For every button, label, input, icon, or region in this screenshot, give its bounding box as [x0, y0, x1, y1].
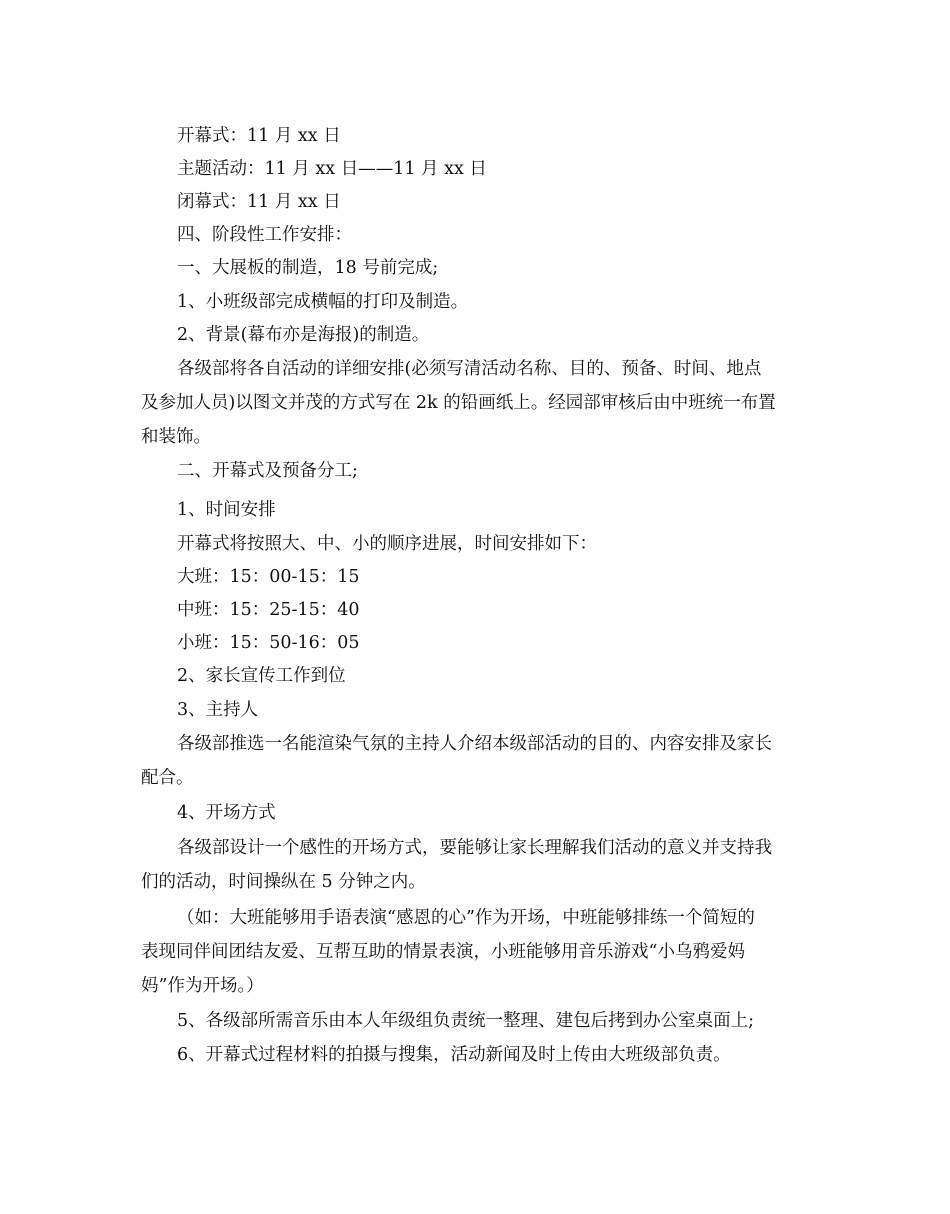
text-line: 开幕式：11 月 xx 日 [177, 126, 341, 146]
text-line: 2、背景(幕布亦是海报)的制造。 [177, 325, 430, 345]
text-line: 一、大展板的制造，18 号前完成; [177, 258, 439, 278]
text-line: 6、开幕式过程材料的拍摄与搜集，活动新闻及时上传由大班级部负责。 [177, 1045, 731, 1065]
paragraph-line: （如：大班能够用手语表演“感恩的心”作为开场，中班能够排练一个简短的 [177, 908, 755, 928]
text-line: 4、开场方式 [177, 803, 276, 823]
paragraph-line: 妈”作为开场。） [141, 976, 264, 996]
paragraph-line: 和装饰。 [141, 427, 211, 447]
schedule-item: 小班：15：50-16：05 [177, 633, 360, 653]
paragraph-line: 各级部设计一个感性的开场方式，要能够让家长理解我们活动的意义并支持我 [177, 838, 772, 858]
text-line: 1、小班级部完成横幅的打印及制造。 [177, 292, 469, 312]
text-line: 闭幕式：11 月 xx 日 [177, 192, 341, 212]
paragraph-line: 各级部将各自活动的详细安排(必须写清活动名称、目的、预备、时间、地点 [177, 359, 762, 379]
text-line: 3、主持人 [177, 700, 259, 720]
paragraph-line: 配合。 [141, 768, 194, 788]
text-line: 开幕式将按照大、中、小的顺序进展，时间安排如下： [177, 534, 597, 554]
section-heading: 二、开幕式及预备分工; [177, 461, 358, 481]
schedule-item: 大班：15：00-15：15 [177, 567, 360, 587]
paragraph-line: 表现同伴间团结友爱、互帮互助的情景表演，小班能够用音乐游戏“小乌鸦爱妈 [141, 942, 745, 962]
text-line: 1、时间安排 [177, 500, 276, 520]
text-line: 5、各级部所需音乐由本人年级组负责统一整理、建包后拷到办公室桌面上; [177, 1011, 755, 1031]
paragraph-line: 及参加人员)以图文并茂的方式写在 2k 的铅画纸上。经园部审核后由中班统一布置 [141, 393, 776, 413]
paragraph-line: 各级部推选一名能渲染气氛的主持人介绍本级部活动的目的、内容安排及家长 [177, 734, 772, 754]
section-heading: 四、阶段性工作安排： [177, 225, 352, 245]
schedule-item: 中班：15：25-15：40 [177, 600, 360, 620]
paragraph-line: 们的活动，时间操纵在 5 分钟之内。 [141, 872, 426, 892]
text-line: 主题活动：11 月 xx 日——11 月 xx 日 [177, 159, 487, 179]
text-line: 2、家长宣传工作到位 [177, 666, 346, 686]
